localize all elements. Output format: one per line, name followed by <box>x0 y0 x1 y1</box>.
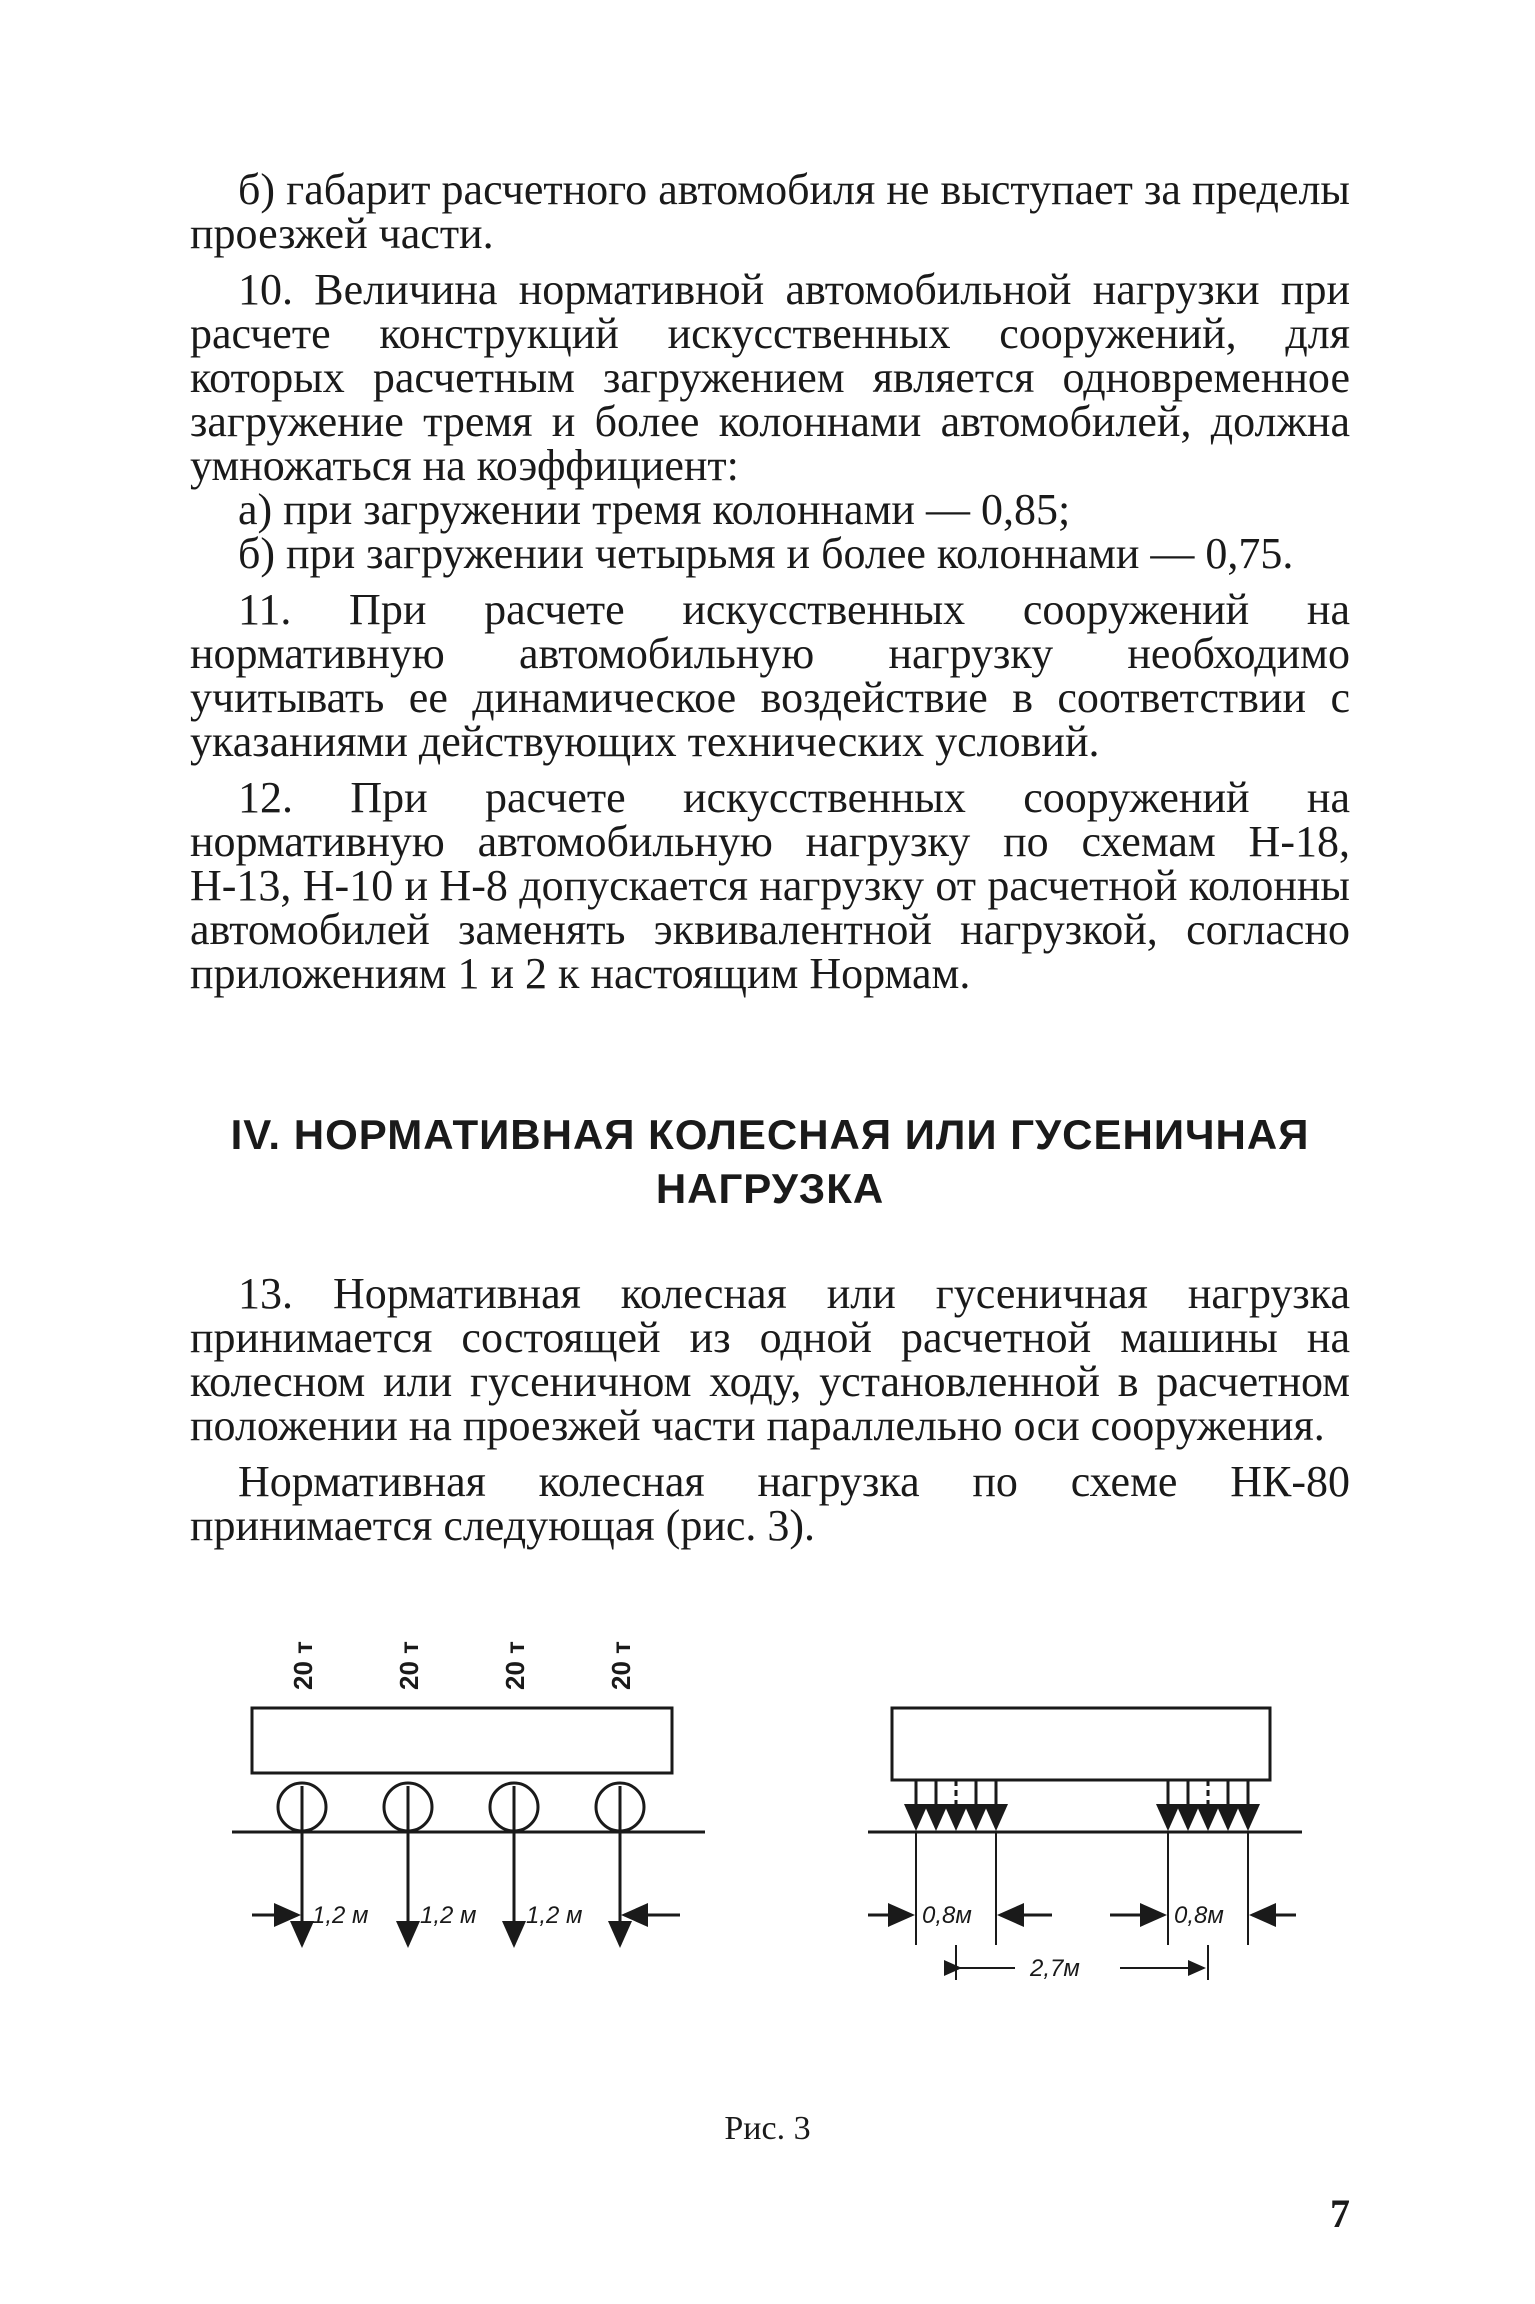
wheel-load-label-3: 20 т <box>500 1641 530 1690</box>
track-width-label-1: 0,8м <box>922 1902 972 1929</box>
track-width-label-2: 0,8м <box>1174 1902 1224 1929</box>
paragraph-9b: б) габарит расчетного автомобиля не выступает за пределы проезжей части. <box>190 165 1350 258</box>
text-block-top <box>190 165 1350 998</box>
paragraph-12: 12. При расчете искусственных сооружений на нормативную автомобильную нагрузку по схемам Н-18, Н-13, Н-10 и Н-8 допускается нагрузку от расчетной колонны автомобилей заменять эквивалентной нагрузкой, согласно приложениям 1 и 2 к настоящим Нормам. <box>190 773 1350 998</box>
figure-3 <box>0 1600 1535 2070</box>
paragraph-nk80: Нормативная колесная нагрузка по схеме НК-80 принимается следующая (рис. 3). <box>190 1457 1350 1550</box>
wheel-spacing-label-1: 1,2 м <box>312 1902 369 1929</box>
wheel-spacing-label-2: 1,2 м <box>420 1902 477 1929</box>
wheel-spacing-label-3: 1,2 м <box>526 1902 583 1929</box>
wheel-load-label-1: 20 т <box>288 1641 318 1690</box>
section-heading-line1: IV. НОРМАТИВНАЯ КОЛЕСНАЯ ИЛИ ГУСЕНИЧНАЯ <box>230 1111 1310 1158</box>
paragraph-10: 10. Величина нормативной автомобильной нагрузки при расчете конструкций искусственных сооружений, для которых расчетным загружением является одновременное загружение тремя и более колоннами автомобилей, должна умножаться на коэффициент: <box>190 265 1350 490</box>
tracked-vehicle-body <box>892 1708 1270 1780</box>
track-distance-label: 2,7м <box>1030 1955 1080 1982</box>
wheel-load-label-4: 20 т <box>606 1641 636 1690</box>
section-heading <box>150 1108 1390 1216</box>
paragraph-11: 11. При расчете искусственных сооружений на нормативную автомобильную нагрузку необходимо учитывать ее динамическое воздействие в соответствии с указаниями действующих технических условий. <box>190 585 1350 766</box>
tracked-vehicle <box>868 1708 1302 1980</box>
figure-caption: Рис. 3 <box>724 2110 811 2147</box>
page-number: 7 <box>1330 2191 1350 2236</box>
load-scheme-diagram <box>0 1600 1535 2070</box>
paragraph-13: 13. Нормативная колесная или гусеничная нагрузка принимается состоящей из одной расчетной машины на колесном или гусеничном ходу, установленной в расчетном положении на проезжей части параллельно оси сооружения. <box>190 1269 1350 1450</box>
paragraph-10b: б) при загружении четырьмя и более колоннами — 0,75. <box>238 529 1294 578</box>
paragraph-10a: а) при загружении тремя колоннами — 0,85; <box>238 485 1071 534</box>
text-block-bottom <box>190 1269 1350 1550</box>
section-heading-line2: НАГРУЗКА <box>655 1165 885 1212</box>
wheeled-vehicle-body <box>252 1708 672 1773</box>
wheel-load-label-2: 20 т <box>394 1641 424 1690</box>
